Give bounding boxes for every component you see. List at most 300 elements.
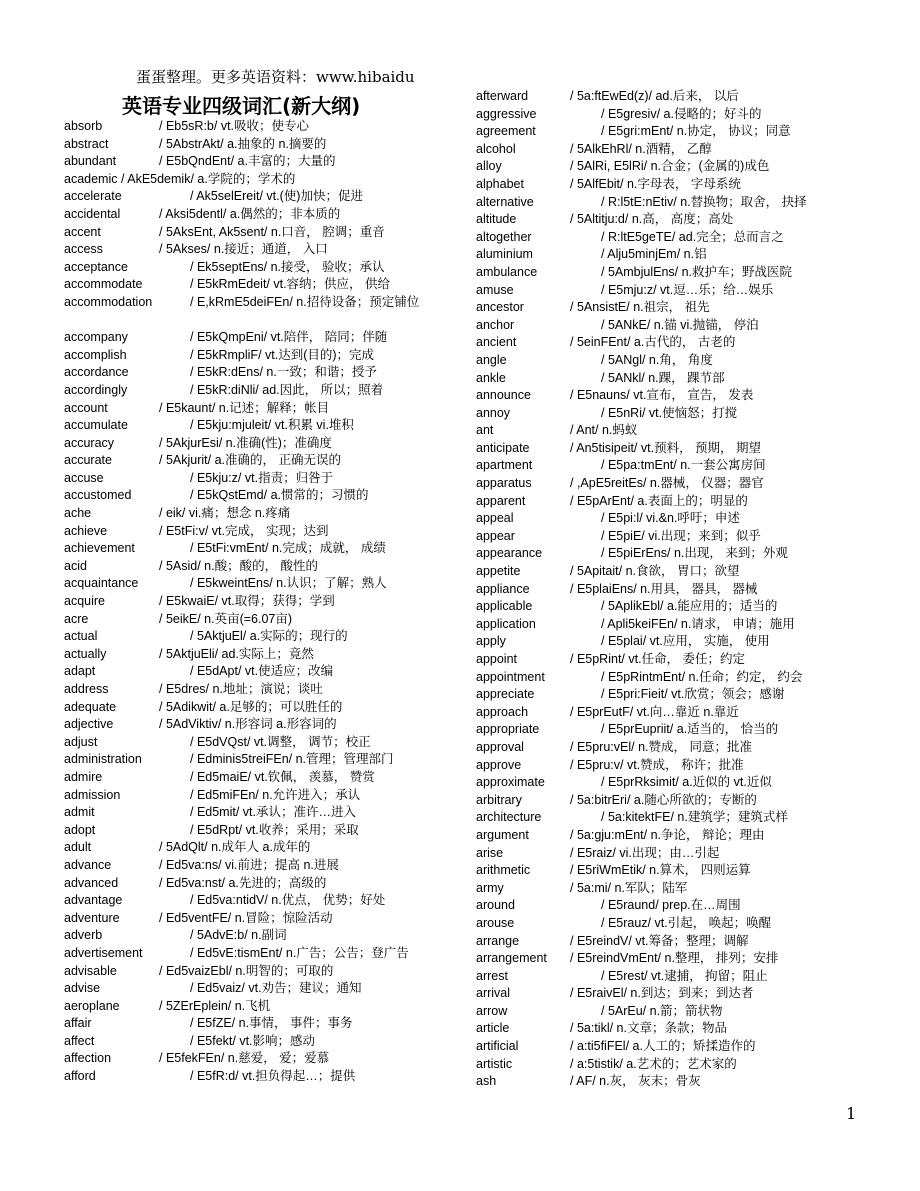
entry-definition: / Ak5selEreit/ vt.(使)加快；促进 bbox=[190, 189, 363, 204]
entry-word: admit bbox=[64, 805, 95, 820]
entry-word: arrest bbox=[476, 968, 508, 983]
entry-definition: / 5Akjurit/ a.准确的， 正确无误的 bbox=[159, 453, 341, 468]
vocab-entry bbox=[476, 598, 856, 616]
entry-definition: / a:ti5fiFEl/ a.人工的；矫揉造作的 bbox=[570, 1039, 756, 1054]
entry-definition: / R:ltE5geTE/ ad.完全；总而言之 bbox=[601, 229, 784, 244]
entry-definition: / E5pArEnt/ a.表面上的；明显的 bbox=[570, 493, 748, 508]
entry-word: afford bbox=[64, 1069, 96, 1084]
vocab-entry bbox=[476, 352, 856, 370]
vocab-entry bbox=[64, 470, 448, 488]
entry-definition: / E5tFi:vmEnt/ n.完成；成就， 成绩 bbox=[190, 541, 386, 556]
entry-word: approximate bbox=[476, 775, 545, 790]
vocab-entry bbox=[476, 264, 856, 282]
entry-definition: / E5dApt/ vt.使适应；改编 bbox=[190, 664, 334, 679]
entry-definition: / Ant/ n.蚂蚁 bbox=[570, 423, 638, 438]
entry-definition: / 5a:kitektFE/ n.建筑学；建筑式样 bbox=[601, 810, 788, 825]
entry-definition: / 5AmbjulEns/ n.救护车；野战医院 bbox=[601, 264, 793, 279]
entry-definition: / 5eikE/ n.英亩(=6.07亩) bbox=[159, 611, 293, 626]
entry-word: administration bbox=[64, 752, 142, 767]
entry-definition: / E5prEupriit/ a.适当的， 恰当的 bbox=[601, 722, 779, 737]
vocab-entry bbox=[476, 106, 856, 124]
vocab-entry bbox=[64, 136, 448, 154]
entry-word: ant bbox=[476, 423, 494, 438]
entry-definition: / 5a:tikl/ n.文章；条款；物品 bbox=[570, 1021, 727, 1036]
vocab-entry bbox=[64, 1068, 448, 1086]
entry-definition: / 5ZErEplein/ n.飞机 bbox=[159, 998, 271, 1013]
vocab-entry bbox=[476, 493, 856, 511]
entry-word: adjust bbox=[64, 734, 98, 749]
vocab-entry bbox=[64, 963, 448, 981]
entry-word: approval bbox=[476, 739, 524, 754]
vocab-entry bbox=[476, 299, 856, 317]
document-title: 英语专业四级词汇(新大纲) bbox=[122, 94, 361, 118]
vocab-entry bbox=[476, 897, 856, 915]
entry-word: announce bbox=[476, 388, 531, 403]
entry-definition: / E5pri:Fieit/ vt.欣赏；领会；感谢 bbox=[601, 687, 785, 702]
entry-word: applicable bbox=[476, 599, 533, 614]
entry-definition: / 5AbstrAkt/ a.抽象的 n.摘要的 bbox=[159, 136, 327, 151]
vocab-entry bbox=[64, 575, 448, 593]
vocab-entry bbox=[64, 523, 448, 541]
vocab-entry bbox=[64, 822, 448, 840]
vocab-entry bbox=[64, 417, 448, 435]
entry-definition: / E5nauns/ vt.宣布， 宣告， 发表 bbox=[570, 388, 754, 403]
entry-word: advisable bbox=[64, 963, 117, 978]
entry-definition: / E5bQndEnt/ a.丰富的；大量的 bbox=[159, 154, 336, 169]
entry-definition: / Ek5septEns/ n.接受， 验收；承认 bbox=[190, 259, 385, 274]
entry-word: accent bbox=[64, 224, 101, 239]
vocab-entry bbox=[476, 457, 856, 475]
entry-word: accommodation bbox=[64, 294, 153, 309]
vocab-entry bbox=[64, 224, 448, 242]
entry-word: accuse bbox=[64, 470, 104, 485]
entry-word: ache bbox=[64, 506, 92, 521]
entry-definition: / Ed5va:nst/ a.先进的；高级的 bbox=[159, 875, 327, 890]
entry-word: alloy bbox=[476, 159, 502, 174]
page-number: 1 bbox=[846, 1104, 857, 1123]
vocab-entry bbox=[64, 980, 448, 998]
vocab-entry bbox=[476, 422, 856, 440]
vocab-entry bbox=[64, 540, 448, 558]
entry-word: apparent bbox=[476, 493, 526, 508]
entry-word: ankle bbox=[476, 370, 506, 385]
vocab-entry bbox=[476, 440, 856, 458]
entry-definition: / 5Akses/ n.接近；通道， 入口 bbox=[159, 242, 328, 257]
vocab-entry bbox=[476, 581, 856, 599]
entry-definition: / 5AkjurEsi/ n.准确(性)；准确度 bbox=[159, 435, 332, 450]
entry-definition: / 5einFEnt/ a.古代的， 古老的 bbox=[570, 335, 736, 350]
entry-definition: / E5raivEl/ n.到达；到来；到达者 bbox=[570, 986, 754, 1001]
vocab-entry bbox=[64, 259, 448, 277]
vocab-entry bbox=[476, 1020, 856, 1038]
entry-definition: / E5kR:diNli/ ad.因此， 所以；照着 bbox=[190, 382, 384, 397]
vocab-entry bbox=[64, 646, 448, 664]
entry-definition: / 5AktjuEl/ a.实际的；现行的 bbox=[190, 629, 348, 644]
entry-word: accuracy bbox=[64, 435, 115, 450]
entry-definition: / Ed5va:ns/ vi.前进；提高 n.进展 bbox=[159, 857, 339, 872]
vocab-entry bbox=[476, 123, 856, 141]
vocab-entry bbox=[64, 927, 448, 945]
entry-definition: / E5kQmpEni/ vt.陪伴， 陪同；伴随 bbox=[190, 330, 388, 345]
entry-definition: / E5kQstEmd/ a.惯常的；习惯的 bbox=[190, 488, 369, 503]
entry-word: acre bbox=[64, 611, 89, 626]
entry-definition: / Ed5vaizEbl/ n.明智的；可取的 bbox=[159, 963, 334, 978]
entry-word: arouse bbox=[476, 915, 515, 930]
vocab-entry bbox=[476, 774, 856, 792]
vocab-entry bbox=[476, 334, 856, 352]
vocab-entry bbox=[64, 1033, 448, 1051]
entry-definition: / E5prRksimit/ a.近似的 vt.近似 bbox=[601, 775, 772, 790]
vocab-entry bbox=[476, 686, 856, 704]
vocab-entry bbox=[476, 950, 856, 968]
entry-word: appear bbox=[476, 528, 515, 543]
vocab-entry bbox=[476, 721, 856, 739]
entry-word: aeroplane bbox=[64, 998, 120, 1013]
vocab-entry bbox=[476, 880, 856, 898]
entry-definition: / Edminis5treiFEn/ n.管理；管理部门 bbox=[190, 752, 394, 767]
vocab-entry bbox=[64, 1050, 448, 1068]
vocab-entry bbox=[476, 704, 856, 722]
entry-word: ambulance bbox=[476, 264, 538, 279]
entry-definition: / E5kRmpliF/ vt.达到(目的)；完成 bbox=[190, 347, 375, 362]
entry-word: appliance bbox=[476, 581, 530, 596]
vocab-entry bbox=[64, 751, 448, 769]
entry-word: account bbox=[64, 400, 108, 415]
vocab-entry bbox=[64, 1015, 448, 1033]
entry-word: accompany bbox=[64, 330, 128, 345]
entry-definition: / Ed5maiE/ vt.钦佩， 羡慕， 赞赏 bbox=[190, 769, 375, 784]
entry-word: apartment bbox=[476, 458, 533, 473]
vocab-entry bbox=[64, 400, 448, 418]
entry-definition: / 5AdQlt/ n.成年人 a.成年的 bbox=[159, 840, 311, 855]
entry-word: adequate bbox=[64, 699, 117, 714]
vocab-entry bbox=[476, 405, 856, 423]
entry-word: altogether bbox=[476, 229, 532, 244]
entry-definition: / a:5tistik/ a.艺术的；艺术家的 bbox=[570, 1056, 737, 1071]
entry-word: ancestor bbox=[476, 300, 524, 315]
entry-word: affair bbox=[64, 1016, 92, 1031]
vocab-entry bbox=[476, 194, 856, 212]
vocab-entry bbox=[476, 792, 856, 810]
vocab-entry bbox=[476, 545, 856, 563]
entry-definition: / 5AktjuEli/ ad.实际上；竟然 bbox=[159, 646, 314, 661]
vocab-entry bbox=[476, 88, 856, 106]
entry-word: ash bbox=[476, 1074, 497, 1089]
vocab-entry bbox=[64, 945, 448, 963]
vocab-entry bbox=[476, 317, 856, 335]
entry-word: advise bbox=[64, 981, 101, 996]
header-note: 蛋蛋整理。更多英语资料：www.hibaidu bbox=[136, 68, 415, 86]
entry-definition: / E5mju:z/ vt.逗…乐；给…娱乐 bbox=[601, 282, 774, 297]
vocab-entry bbox=[64, 329, 448, 347]
entry-definition: / E5pru:vEl/ n.赞成， 同意；批准 bbox=[570, 739, 752, 754]
entry-definition: / E5fR:d/ vt.担负得起…；提供 bbox=[190, 1069, 356, 1084]
vocab-entry bbox=[64, 435, 448, 453]
entry-definition: / E5kwaiE/ vt.取得；获得；学到 bbox=[159, 594, 335, 609]
vocab-entry bbox=[64, 611, 448, 629]
entry-word: application bbox=[476, 616, 536, 631]
vocab-entry bbox=[64, 734, 448, 752]
entry-definition: / E5raund/ prep.在…周围 bbox=[601, 898, 741, 913]
entry-word: anchor bbox=[476, 317, 515, 332]
entry-definition: / 5Apitait/ n.食欲， 胃口；欲望 bbox=[570, 564, 740, 579]
entry-word: ancient bbox=[476, 335, 517, 350]
entry-word: around bbox=[476, 898, 515, 913]
entry-definition: / 5AnsistE/ n.祖宗， 祖先 bbox=[570, 300, 710, 315]
entry-definition: / 5AksEnt, Ak5sent/ n.口音， 腔调；重音 bbox=[159, 224, 385, 239]
vocab-entry bbox=[476, 528, 856, 546]
entry-definition: / Ed5ventFE/ n.冒险；惊险活动 bbox=[159, 910, 333, 925]
entry-word: adopt bbox=[64, 822, 96, 837]
vocab-entry bbox=[476, 1038, 856, 1056]
entry-word: aluminium bbox=[476, 247, 533, 262]
entry-word: adventure bbox=[64, 910, 120, 925]
vocab-entry bbox=[476, 757, 856, 775]
entry-word: affection bbox=[64, 1051, 112, 1066]
entry-word: architecture bbox=[476, 810, 542, 825]
entry-word: academic / AkE5demik/ a.学院的；学术的 bbox=[64, 171, 296, 186]
entry-definition: / ,ApE5reitEs/ n.器械， 仪器；器官 bbox=[570, 476, 764, 491]
entry-word: arbitrary bbox=[476, 792, 522, 807]
vocab-entry bbox=[64, 382, 448, 400]
entry-definition: / E5pRintmEnt/ n.任命；约定， 约会 bbox=[601, 669, 803, 684]
entry-word: argument bbox=[476, 827, 529, 842]
entry-word: arrange bbox=[476, 933, 520, 948]
vocab-entry bbox=[64, 857, 448, 875]
entry-definition: / 5a:ftEwEd(z)/ ad.后来， 以后 bbox=[570, 89, 739, 103]
vocab-entry bbox=[64, 118, 448, 136]
vocab-entry bbox=[64, 628, 448, 646]
vocab-entry bbox=[476, 845, 856, 863]
entry-word: angle bbox=[476, 352, 507, 367]
entry-definition: / 5AplikEbl/ a.能应用的；适当的 bbox=[601, 599, 778, 614]
vocab-entry bbox=[64, 769, 448, 787]
vocab-entry bbox=[64, 892, 448, 910]
entry-word: appropriate bbox=[476, 722, 540, 737]
vocab-entry bbox=[476, 933, 856, 951]
vocab-entry bbox=[64, 347, 448, 365]
entry-definition: / 5AlkEhRl/ n.酒精， 乙醇 bbox=[570, 141, 712, 156]
entry-definition: / 5AlfEbit/ n.字母表， 字母系统 bbox=[570, 176, 741, 191]
vocab-entry bbox=[476, 739, 856, 757]
vocab-entry bbox=[64, 998, 448, 1016]
vocab-entry bbox=[64, 505, 448, 523]
left-column bbox=[64, 118, 448, 1086]
entry-definition: / E5kweintEns/ n.认识；了解；熟人 bbox=[190, 576, 387, 591]
entry-definition: / 5AlRi, E5lRi/ n.合金；(金属的)成色 bbox=[570, 159, 770, 174]
entry-definition: / 5ArEu/ n.箭；箭状物 bbox=[601, 1003, 723, 1018]
entry-definition: / Alju5minjEm/ n.铝 bbox=[601, 247, 707, 262]
entry-definition: / E5kaunt/ n.记述；解释；帐目 bbox=[159, 400, 330, 415]
entry-word: affect bbox=[64, 1033, 95, 1048]
entry-definition: / E,kRmE5deiFEn/ n.招待设备；预定铺位 bbox=[190, 294, 420, 309]
entry-word: achieve bbox=[64, 523, 108, 538]
entry-word: altitude bbox=[476, 212, 517, 227]
entry-definition: / 5ANkl/ n.踝， 踝节部 bbox=[601, 370, 725, 385]
vocab-entry bbox=[476, 809, 856, 827]
entry-word: artificial bbox=[476, 1039, 519, 1054]
entry-word: adapt bbox=[64, 664, 96, 679]
vocab-entry bbox=[64, 663, 448, 681]
entry-definition: / 5a:mi/ n.军队；陆军 bbox=[570, 880, 688, 895]
entry-word: appreciate bbox=[476, 687, 535, 702]
entry-word: approve bbox=[476, 757, 522, 772]
entry-word: army bbox=[476, 880, 504, 895]
entry-word: arrangement bbox=[476, 951, 547, 966]
entry-word: actual bbox=[64, 629, 98, 644]
entry-definition: / 5Altitju:d/ n.高， 高度；高处 bbox=[570, 212, 734, 227]
entry-definition: / 5AdvE:b/ n.副词 bbox=[190, 928, 287, 943]
vocab-entry bbox=[476, 229, 856, 247]
entry-word: acquire bbox=[64, 594, 105, 609]
entry-word: advantage bbox=[64, 893, 123, 908]
entry-definition: / Apli5keiFEn/ n.请求， 申请；施用 bbox=[601, 616, 795, 631]
vocab-entry bbox=[64, 171, 448, 189]
entry-definition: / E5piErEns/ n.出现， 来到；外观 bbox=[601, 546, 788, 561]
entry-definition: / Ed5miFEn/ n.允许进入；承认 bbox=[190, 787, 361, 802]
entry-definition: / E5fekFEn/ n.慈爱， 爱；爱慕 bbox=[159, 1051, 330, 1066]
vocab-entry bbox=[64, 699, 448, 717]
vocab-entry bbox=[64, 188, 448, 206]
entry-definition: / E5piE/ vi.出现；来到；似乎 bbox=[601, 528, 761, 543]
entry-definition: / Ed5vE:tismEnt/ n.广告；公告；登广告 bbox=[190, 945, 409, 960]
vocab-entry bbox=[64, 294, 448, 329]
vocab-entry bbox=[476, 475, 856, 493]
vocab-entry bbox=[476, 616, 856, 634]
entry-definition: / 5ANgl/ n.角， 角度 bbox=[601, 352, 713, 367]
entry-word: arrow bbox=[476, 1003, 508, 1018]
entry-word: advertisement bbox=[64, 945, 143, 960]
vocab-entry bbox=[476, 510, 856, 528]
entry-word: acceptance bbox=[64, 259, 128, 274]
entry-word: annoy bbox=[476, 405, 511, 420]
entry-definition: / E5fekt/ vt.影响；感动 bbox=[190, 1033, 316, 1048]
entry-definition: / E5plaiEns/ n.用具， 器具， 器械 bbox=[570, 581, 758, 596]
entry-definition: / E5gri:mEnt/ n.协定， 协议；同意 bbox=[601, 124, 791, 139]
vocab-entry bbox=[64, 487, 448, 505]
vocab-entry bbox=[476, 1073, 856, 1091]
entry-word: accomplish bbox=[64, 347, 127, 362]
entry-definition: / E5dres/ n.地址；演说；谈吐 bbox=[159, 682, 323, 696]
entry-definition: / 5a:bitrEri/ a.随心所欲的；专断的 bbox=[570, 792, 757, 807]
entry-word: adult bbox=[64, 840, 92, 855]
vocab-entry bbox=[476, 651, 856, 669]
entry-definition: / E5riWmEtik/ n.算术， 四则运算 bbox=[570, 863, 751, 878]
vocab-entry bbox=[476, 915, 856, 933]
entry-word: agreement bbox=[476, 124, 536, 139]
vocab-entry bbox=[64, 787, 448, 805]
entry-definition: / Ed5va:ntidV/ n.优点， 优势；好处 bbox=[190, 893, 386, 908]
entry-definition: / E5fZE/ n.事情， 事件；事务 bbox=[190, 1016, 353, 1031]
vocab-entry bbox=[476, 633, 856, 651]
entry-word: achievement bbox=[64, 541, 135, 556]
entry-definition: / E5kju:mjuleit/ vt.积累 vi.堆积 bbox=[190, 418, 354, 433]
entry-definition: / E5pRint/ vt.任命， 委任；约定 bbox=[570, 652, 746, 666]
entry-definition: / E5tFi:v/ vt.完成， 实现；达到 bbox=[159, 523, 329, 538]
entry-word: appetite bbox=[476, 564, 521, 579]
entry-word: appoint bbox=[476, 652, 518, 666]
vocab-entry bbox=[476, 370, 856, 388]
entry-word: admire bbox=[64, 769, 103, 784]
vocab-entry bbox=[64, 558, 448, 576]
entry-definition: / Aksi5dentl/ a.偶然的；非本质的 bbox=[159, 206, 341, 221]
vocab-entry bbox=[476, 141, 856, 159]
entry-word: admission bbox=[64, 787, 121, 802]
entry-definition: / Ed5mit/ vt.承认；准许…进入 bbox=[190, 805, 356, 820]
entry-word: accidental bbox=[64, 206, 121, 221]
entry-word: acquaintance bbox=[64, 576, 139, 591]
entry-word: abstract bbox=[64, 136, 109, 151]
entry-definition: / E5dVQst/ vt.调整， 调节；校正 bbox=[190, 734, 371, 749]
entry-definition: / AF/ n.灰， 灰末；骨灰 bbox=[570, 1074, 701, 1089]
vocab-entry bbox=[64, 839, 448, 857]
entry-word: appearance bbox=[476, 546, 543, 561]
entry-word: accumulate bbox=[64, 418, 128, 433]
entry-word: absorb bbox=[64, 119, 103, 133]
entry-word: arithmetic bbox=[476, 863, 531, 878]
vocab-entry bbox=[64, 875, 448, 893]
vocab-entry bbox=[476, 387, 856, 405]
entry-definition: / 5AdViktiv/ n.形容词 a.形容词的 bbox=[159, 717, 337, 732]
vocab-entry bbox=[476, 827, 856, 845]
entry-definition: / E5rauz/ vt.引起， 唤起；唤醒 bbox=[601, 915, 772, 930]
entry-word: access bbox=[64, 242, 103, 257]
vocab-entry bbox=[476, 1003, 856, 1021]
entry-definition: / E5prEutF/ vt.向…靠近 n.靠近 bbox=[570, 704, 739, 719]
entry-definition: / 5a:gju:mEnt/ n.争论， 辩论；理由 bbox=[570, 827, 765, 842]
vocab-entry bbox=[64, 593, 448, 611]
vocab-entry bbox=[64, 716, 448, 734]
vocab-entry bbox=[476, 282, 856, 300]
entry-word: amuse bbox=[476, 282, 514, 297]
vocab-entry bbox=[64, 241, 448, 259]
vocab-entry bbox=[476, 211, 856, 229]
entry-definition: / 5ANkE/ n.锚 vi.抛锚， 停泊 bbox=[601, 317, 759, 332]
vocab-entry bbox=[476, 246, 856, 264]
entry-definition: / E5pru:v/ vt.赞成， 称许；批准 bbox=[570, 757, 744, 772]
vocab-entry bbox=[64, 364, 448, 382]
entry-word: accurate bbox=[64, 453, 112, 468]
entry-word: appointment bbox=[476, 669, 545, 684]
entry-definition: / E5pa:tmEnt/ n.一套公寓房间 bbox=[601, 458, 766, 473]
vocab-entry bbox=[476, 563, 856, 581]
entry-definition: / E5kR:dEns/ n.一致；和谐；授予 bbox=[190, 365, 377, 380]
right-column bbox=[476, 88, 856, 1091]
entry-definition: / E5plai/ vt.应用， 实施， 使用 bbox=[601, 634, 770, 649]
entry-definition: / E5dRpt/ vt.收养；采用；采取 bbox=[190, 822, 359, 837]
entry-definition: / eik/ vi.痛；想念 n.疼痛 bbox=[159, 506, 291, 521]
entry-word: actually bbox=[64, 646, 107, 661]
vocab-entry bbox=[476, 862, 856, 880]
vocab-entry bbox=[476, 158, 856, 176]
vocab-entry bbox=[64, 206, 448, 224]
entry-word: alternative bbox=[476, 194, 534, 209]
entry-definition: / E5reindV/ vt.筹备；整理；调解 bbox=[570, 933, 749, 948]
entry-definition: / E5kju:z/ vt.指责；归咎于 bbox=[190, 470, 334, 485]
entry-word: acid bbox=[64, 558, 87, 573]
entry-word: apparatus bbox=[476, 476, 532, 491]
entry-word: artistic bbox=[476, 1056, 513, 1071]
entry-definition: / E5raiz/ vi.出现；由…引起 bbox=[570, 845, 720, 860]
vocab-entry bbox=[476, 1056, 856, 1074]
entry-word: arrival bbox=[476, 986, 511, 1001]
entry-word: adverb bbox=[64, 928, 103, 943]
entry-word: alphabet bbox=[476, 176, 524, 191]
entry-word: accustomed bbox=[64, 488, 132, 503]
entry-word: adjective bbox=[64, 717, 114, 732]
vocab-entry bbox=[476, 176, 856, 194]
entry-word: apply bbox=[476, 634, 506, 649]
